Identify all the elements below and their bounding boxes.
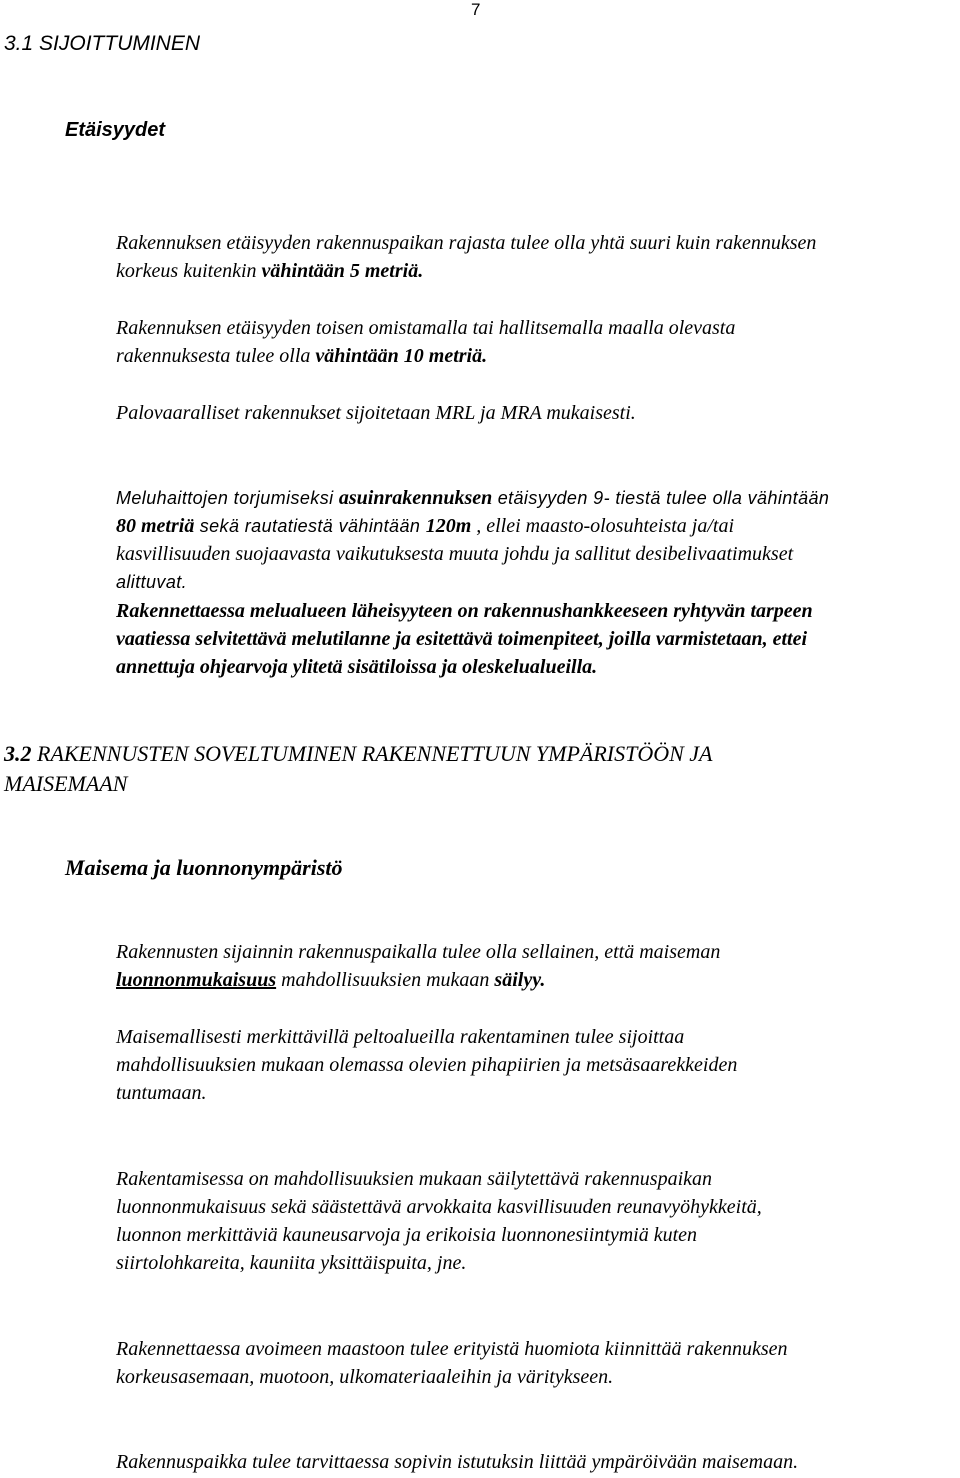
text-line: korkeusasemaan, muotoon, ulkomateriaaleihin ja väritykseen. <box>116 1366 614 1388</box>
text-line: rakennuksesta tulee olla <box>116 345 316 367</box>
text-line: kasvillisuuden suojaavasta vaikutuksesta muuta johdu ja sallitut desibelivaatimukset <box>116 543 794 565</box>
text-line: annettuja ohjearvoja ylitetä sisätiloissa ja oleskelualueilla. <box>116 656 598 678</box>
paragraph-rakentamisessa <box>116 1165 956 1277</box>
paragraph-toisen-maalla <box>116 314 956 370</box>
paragraph-avoimeen-maastoon <box>116 1335 956 1391</box>
subheading-etaisyydet: Etäisyydet <box>65 119 166 141</box>
paragraph-rakennettaessa-melu <box>116 597 956 681</box>
subheading-maisema: Maisema ja luonnonympäristö <box>65 855 343 880</box>
text-line: Rakennuksen etäisyyden toisen omistamalla tai hallitsemalla maalla olevasta <box>116 317 736 339</box>
text-line: luonnonmukaisuus sekä säästettävä arvokkaita kasvillisuuden reunavyöhykkeitä, <box>116 1196 762 1218</box>
text-line: , ellei maasto-olosuhteista ja/tai <box>471 515 735 537</box>
text-line: Meluhaittojen torjumiseksi <box>116 488 339 508</box>
text-line: Rakennusten sijainnin rakennuspaikalla tulee olla sellainen, että maiseman <box>116 941 721 963</box>
text-line: Rakentamisessa on mahdollisuuksien mukaan säilytettävä rakennuspaikan <box>116 1168 713 1190</box>
emphasis-text: asuinrakennuksen <box>338 487 493 509</box>
text-line: mahdollisuuksien mukaan olemassa olevien pihapiirien ja metsäsaarekkeiden <box>116 1054 738 1076</box>
text-line: Palovaaralliset rakennukset sijoitetaan MRL ja MRA mukaisesti. <box>116 402 636 424</box>
section-heading-soveltuminen <box>4 739 904 799</box>
emphasis-text: vähintään 10 metriä. <box>315 345 488 367</box>
text-line: Rakennuksen etäisyyden rakennuspaikan rajasta tulee olla yhtä suuri kuin rakennuksen <box>116 232 817 254</box>
emphasis-text: luonnonmukaisuus <box>116 969 277 991</box>
text-line: mahdollisuuksien mukaan <box>276 969 495 991</box>
text-line: Maisemallisesti merkittävillä peltoalueilla rakentaminen tulee sijoittaa <box>116 1026 685 1048</box>
paragraph-peltoalueilla <box>116 1023 956 1107</box>
text-line: siirtolohkareita, kauniita yksittäispuita, jne. <box>116 1252 467 1274</box>
emphasis-text: 120m <box>425 515 472 537</box>
paragraph-istutuksin <box>116 1448 956 1476</box>
text-line: etäisyyden 9- tiestä tulee olla vähintään <box>492 488 830 508</box>
paragraph-sijainnin <box>116 938 956 994</box>
emphasis-text: säilyy. <box>494 969 546 991</box>
section-heading-sijoittuminen: 3.1 SIJOITTUMINEN <box>4 32 201 55</box>
text-line: alittuvat. <box>116 572 188 592</box>
text-line: tuntumaan. <box>116 1082 207 1104</box>
text-line: Rakennettaessa avoimeen maastoon tulee erityistä huomiota kiinnittää rakennuksen <box>116 1338 788 1360</box>
text-line: Rakennuspaikka tulee tarvittaessa sopivin istutuksin liittää ympäröivään maisemaan. <box>116 1451 799 1473</box>
text-line: luonnon merkittäviä kauneusarvoja ja erikoisia luonnonesiintymiä kuten <box>116 1224 698 1246</box>
paragraph-meluhaittojen <box>116 484 956 596</box>
heading-text: MAISEMAAN <box>4 771 128 796</box>
text-line: korkeus kuitenkin <box>116 260 262 282</box>
heading-number: 3.2 <box>4 741 37 766</box>
page-number: 7 <box>471 0 481 19</box>
text-line: Rakennettaessa melualueen läheisyyteen on rakennushankkeeseen ryhtyvän tarpeen <box>116 600 813 622</box>
paragraph-palovaaralliset <box>116 399 956 427</box>
emphasis-text: 80 metriä <box>116 515 195 537</box>
text-line: sekä rautatiestä vähintään <box>194 516 426 536</box>
emphasis-text: vähintään 5 metriä. <box>261 260 424 282</box>
heading-text: RAKENNUSTEN SOVELTUMINEN RAKENNETTUUN YMPÄRISTÖÖN JA <box>37 741 713 766</box>
paragraph-rajasta <box>116 229 956 285</box>
text-line: vaatiessa selvitettävä melutilanne ja esitettävä toimenpiteet, joilla varmistetaan, ettei <box>116 628 808 650</box>
